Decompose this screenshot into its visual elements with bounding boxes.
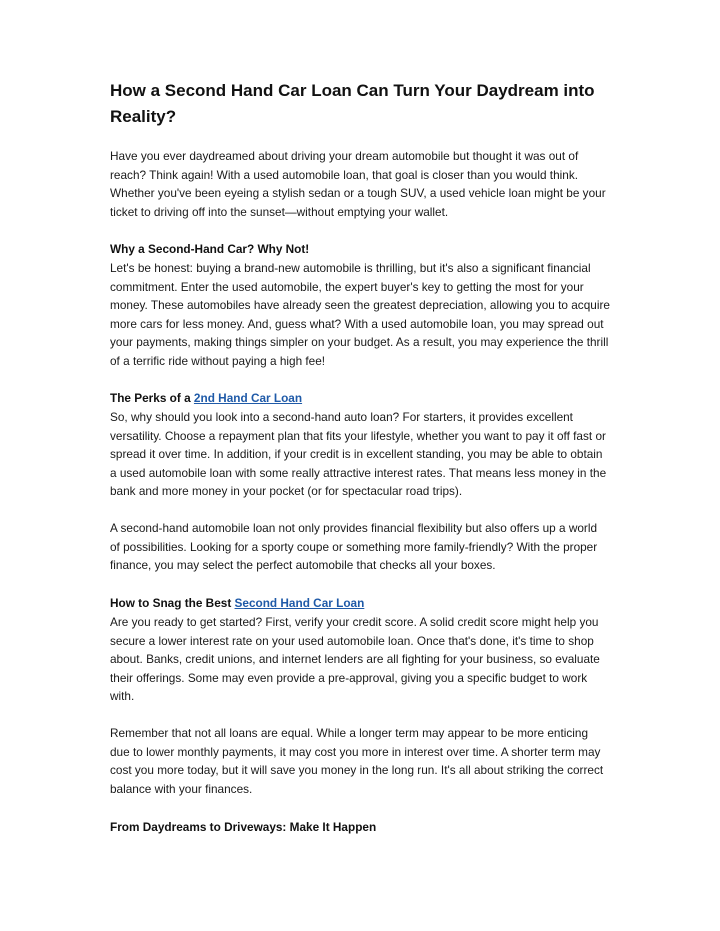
- section-body-perks: So, why should you look into a second-hand auto loan? For starters, it provides excellent versatility. Choose a repayment plan that fits your lifestyle, whether you want to pay it off fast or spread it over time. In addition, if your credit is in excellent standing, you may be able to obtain a used automobile loan with some really attractive interest rates. That means less money in the bank and more money in your pocket (or for spectacular road trips).: [110, 410, 607, 499]
- section-heading-how-to-snag: [110, 594, 610, 613]
- section-heading-why-second-hand: Why a Second-Hand Car? Why Not!: [110, 242, 310, 256]
- link-second-hand-car-loan[interactable]: Second Hand Car Loan: [234, 596, 365, 610]
- section-heading-perks: [110, 389, 610, 408]
- intro-paragraph: Have you ever daydreamed about driving your dream automobile but thought it was out of reach? Think again! With a used automobile loan, that goal is closer than you would think. Whether you've been eyeing a stylish sedan or a tough SUV, a used vehicle loan might be your ticket to driving off into the sunset—without emptying your wallet.: [110, 149, 606, 219]
- section-body-how-to-snag: Are you ready to get started? First, verify your credit score. A solid credit score might help you secure a lower interest rate on your used automobile loan. Once that's done, it's time to shop about. Banks, credit unions, and internet lenders are all fighting for your business, so evaluate their offerings. Some may even provide a pre-approval, giving you a specific budget to work with.: [110, 615, 600, 704]
- section-heading-how-to-snag-text: How to Snag the Best: [110, 596, 235, 610]
- section-body-how-to-snag-2: Remember that not all loans are equal. While a longer term may appear to be more enticing due to lower monthly payments, it may cost you more in interest over time. A shorter term may cost you more today, but it will save you money in the long run. It's all about striking the correct balance with your finances.: [110, 726, 604, 796]
- link-2nd-hand-car-loan[interactable]: 2nd Hand Car Loan: [193, 391, 303, 405]
- section-heading-perks-text: The Perks of a: [110, 391, 194, 405]
- section-heading-daydreams-to-driveways: From Daydreams to Driveways: Make It Happen: [110, 820, 377, 834]
- article-title: How a Second Hand Car Loan Can Turn Your Daydream into Reality?: [110, 81, 595, 126]
- section-body-why-second-hand: Let's be honest: buying a brand-new automobile is thrilling, but it's also a significant financial commitment. Enter the used automobile, the expert buyer's key to getting the most for your money. These automobiles have already seen the greatest depreciation, allowing you to acquire more cars for less money. And, guess what? With a used automobile loan, you may spread out your payments, making things simpler on your budget. As a result, you may experience the thrill of a terrific ride without paying a high fee!: [110, 261, 610, 368]
- section-body-perks-2: A second-hand automobile loan not only provides financial flexibility but also offers up a world of possibilities. Looking for a sporty coupe or something more family-friendly? With the proper finance, you may select the perfect automobile that checks all your boxes.: [110, 521, 598, 573]
